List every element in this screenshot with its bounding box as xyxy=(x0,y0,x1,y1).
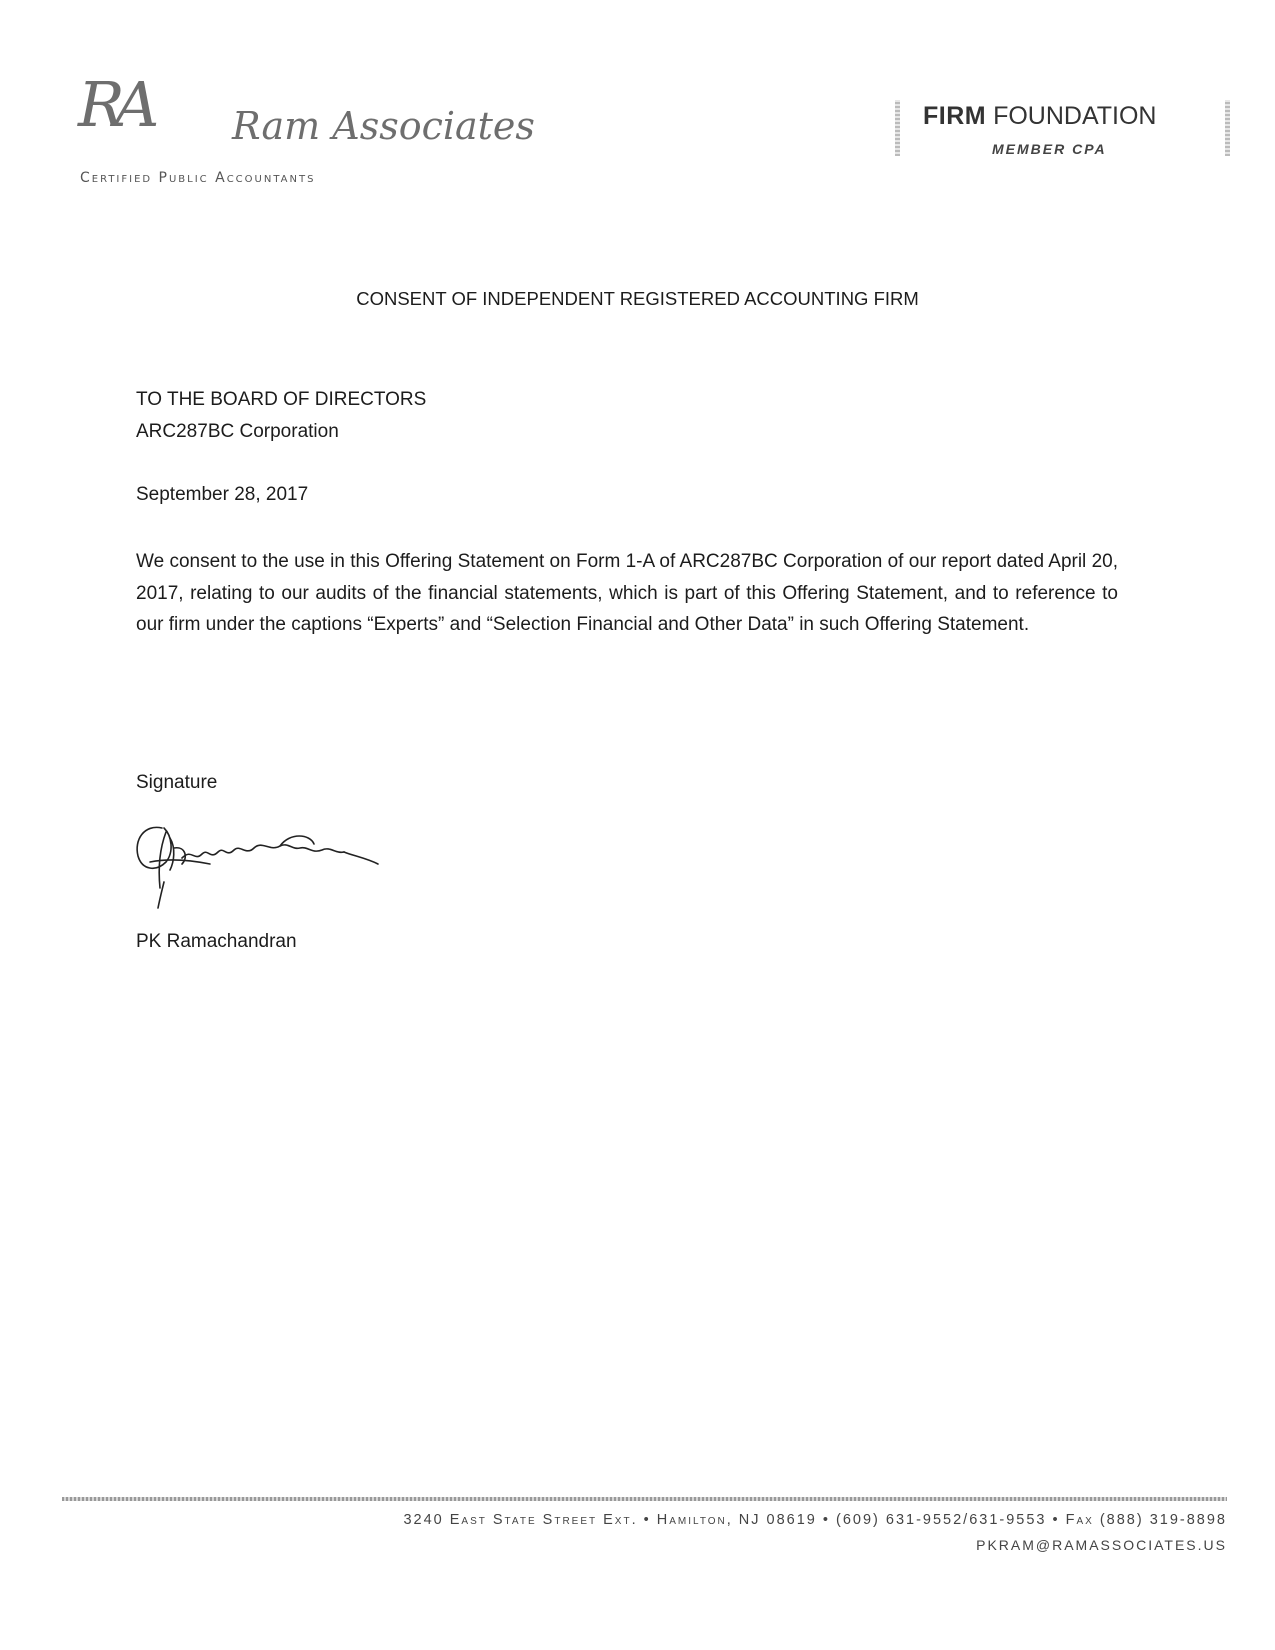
letter-date: September 28, 2017 xyxy=(136,484,309,505)
document-title: CONSENT OF INDEPENDENT REGISTERED ACCOUNTING FIRM xyxy=(356,288,919,309)
footer-email: PKRAM@RAMASSOCIATES.US xyxy=(976,1537,1227,1553)
badge-word: FOUNDATION xyxy=(993,102,1157,130)
badge-subtitle: MEMBER CPA xyxy=(992,141,1107,157)
signer-name: PK Ramachandran xyxy=(136,931,297,952)
firm-tagline: Certified Public Accountants xyxy=(80,170,316,186)
badge-right-bar xyxy=(1225,100,1230,156)
badge-bold-word: FIRM xyxy=(923,102,987,130)
recipient-line-2: ARC287BC Corporation xyxy=(136,421,339,442)
footer-address: 3240 East State Street Ext. • Hamilton, NJ 08619 • (609) 631-9552/631-9553 • Fax (888) 319-8898 xyxy=(403,1512,1227,1528)
consent-paragraph: We consent to the use in this Offering Statement on Form 1-A of ARC287BC Corporation of our report dated April 20, 2017, relating to our audits of the financial statements, which is part of this Offering Statement, and to reference to our firm under the captions “Experts” and “Selection Financial and Other Data” in such Offering Statement. xyxy=(136,551,1118,635)
recipient-line-1: TO THE BOARD OF DIRECTORS xyxy=(136,389,427,410)
footer-divider xyxy=(62,1497,1227,1501)
signature-label: Signature xyxy=(136,772,218,793)
handwritten-signature xyxy=(130,818,390,928)
badge-left-bar xyxy=(895,100,900,156)
firm-foundation-badge xyxy=(923,102,1156,131)
firm-logo-monogram: RA xyxy=(78,68,150,141)
firm-name: Ram Associates xyxy=(232,104,535,148)
